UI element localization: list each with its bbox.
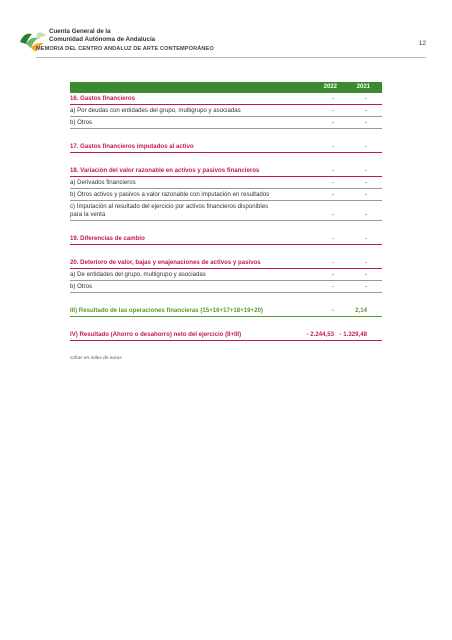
value-2021: -: [364, 167, 367, 174]
value-2021: 2,14: [355, 307, 367, 314]
value-2021: -: [364, 211, 367, 218]
footnote: Cifras en miles de euros: [70, 356, 122, 361]
row-label: a) Derivados financieros: [70, 179, 136, 186]
row-label: a) De entidades del grupo, multigrupo y asociadas: [70, 271, 206, 278]
value-2022: -: [331, 259, 334, 266]
header-title-line2: Comunidad Autónoma de Andalucía: [49, 35, 156, 43]
section-17-title: [70, 141, 382, 153]
value-2021: -: [364, 95, 367, 102]
value-2021: -: [364, 259, 367, 266]
value-2022: -: [331, 271, 334, 278]
table-row: [70, 201, 382, 221]
value-2021: -: [364, 143, 367, 150]
table-row: [70, 269, 382, 281]
value-2021: -: [364, 191, 367, 198]
value-2022: -: [331, 107, 334, 114]
header-title: [49, 28, 155, 43]
value-2022: -: [331, 95, 334, 102]
row-label: a) Por deudas con entidades del grupo, multigrupo y asociadas: [70, 107, 241, 114]
section-16-title: [70, 93, 382, 105]
row-label: IV) Resultado (Ahorro o desahorro) neto del ejercicio (II+III): [70, 331, 242, 338]
value-2021: -: [364, 283, 367, 290]
header-subtitle: MEMORIA DEL CENTRO ANDALUZ DE ARTE CONTEMPORÁNEO: [36, 46, 214, 52]
row-label: b) Otros: [70, 283, 93, 290]
results-table: [70, 82, 382, 341]
table-header: [70, 82, 382, 93]
row-label: III) Resultado de las operaciones financieras (15+16+17+18+19+20): [70, 307, 263, 314]
value-2022: -: [331, 211, 334, 218]
row-label-line2: para la venta: [70, 211, 106, 218]
value-2021: -: [364, 119, 367, 126]
column-2022: 2022: [323, 84, 337, 90]
table-row: [70, 281, 382, 293]
value-2022: -: [331, 167, 334, 174]
page-number: 12: [418, 40, 426, 47]
value-2022: -: [331, 119, 334, 126]
row-label: 20. Deterioro de valor, bajas y enajenaciones de activos y pasivos: [70, 259, 261, 266]
value-2022: - 2.244,53: [306, 331, 334, 338]
value-2021: - 1.329,48: [339, 331, 367, 338]
value-2021: -: [364, 179, 367, 186]
value-2022: -: [331, 191, 334, 198]
row-label: 16. Gastos financieros: [70, 95, 136, 102]
row-label: 17. Gastos financieros imputados al activo: [70, 143, 194, 150]
table-row: [70, 177, 382, 189]
section-20-title: [70, 257, 382, 269]
row-label: 19. Diferencias de cambio: [70, 235, 145, 242]
table-row: [70, 189, 382, 201]
total-iii-row: [70, 305, 382, 317]
section-19-title: [70, 233, 382, 245]
header-title-line1: Cuenta General de la: [49, 28, 111, 35]
value-2022: -: [331, 283, 334, 290]
value-2022: -: [331, 307, 334, 314]
row-label-line1: c) Imputación al resultado del ejercicio por activos financieros disponibles: [70, 203, 269, 210]
row-label: b) Otros activos y pasivos a valor razonable con imputación en resultados: [70, 191, 270, 198]
table-row: [70, 105, 382, 117]
header-divider: [36, 57, 426, 58]
value-2022: -: [331, 235, 334, 242]
section-18-title: [70, 165, 382, 177]
value-2021: -: [364, 107, 367, 114]
column-2021: 2021: [356, 84, 370, 90]
value-2022: -: [331, 179, 334, 186]
total-iv-row: [70, 329, 382, 341]
row-label: b) Otros: [70, 119, 93, 126]
table-row: [70, 117, 382, 129]
value-2022: -: [331, 143, 334, 150]
value-2021: -: [364, 271, 367, 278]
value-2021: -: [364, 235, 367, 242]
row-label: 18. Variación del valor razonable en activos y pasivos financieros: [70, 167, 260, 174]
